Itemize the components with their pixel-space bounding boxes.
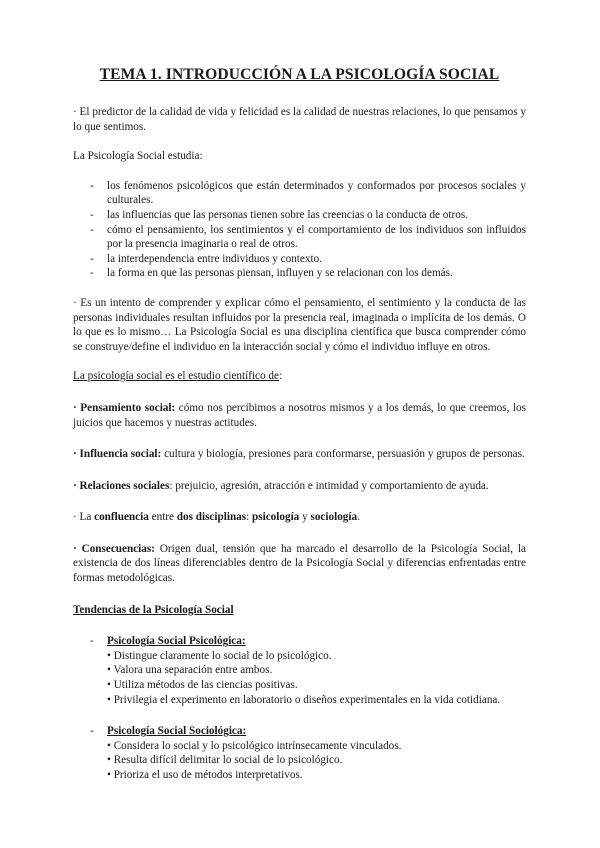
relaciones-sociales-label: · Relaciones sociales [73, 479, 170, 492]
pensamiento-social-text: cómo nos percibimos a nosotros mismos y a los demás, lo que creemos, los juicios que hacemos y nuestras actitudes. [73, 401, 526, 429]
consecuencias-paragraph [73, 542, 526, 586]
sociologica-heading [90, 724, 526, 739]
psicologica-heading-text: Psicología Social Psicológica: [107, 635, 246, 648]
confluencia-sep: : [246, 511, 253, 524]
list-item: - las influencias que las personas tienen sobre las creencias o la conducta de otros. [73, 208, 526, 223]
pensamiento-social-paragraph [73, 401, 526, 430]
page-title: TEMA 1. INTRODUCCIÓN A LA PSICOLOGÍA SOCIAL [99, 66, 500, 83]
confluencia-term: confluencia [94, 511, 149, 524]
relaciones-sociales-paragraph [73, 479, 526, 494]
list-item: • Considera lo social y lo psicológico intrínsecamente vinculados. [107, 739, 402, 752]
list-item: - la interdependencia entre individuos y contexto. [73, 252, 526, 267]
intro-paragraph: · El predictor de la calidad de vida y felicidad es la calidad de nuestras relaciones, lo que pensamos y lo que sentimos. [73, 106, 526, 133]
list-item: - cómo el pensamiento, los sentimientos y el comportamiento de los individuos son influidos por la presencia imaginaria o real de otros. [73, 223, 526, 252]
confluencia-paragraph [73, 510, 526, 525]
psicologia-term: psicología [252, 511, 300, 524]
consecuencias-label: · Consecuencias: [73, 542, 155, 555]
list-item: • Distingue claramente lo social de lo psicológico. [107, 649, 332, 662]
psicologica-section [90, 634, 526, 707]
scientific-heading [73, 369, 526, 384]
scientific-heading-text: La psicología social es el estudio científico de [73, 370, 279, 383]
pensamiento-social-label: · Pensamiento social: [73, 401, 176, 414]
confluencia-and: y [299, 511, 311, 524]
attempt-paragraph: · Es un intento de comprender y explicar cómo el pensamiento, el sentimiento y la conducta de las personas individuales resultan influidos por la presencia real, imaginada o implícita de los demás. O lo que es lo mismo… La Psicología Social es una disciplina científica que busca comprender cómo se construye/define el individuo en la interacción social y cómo el individuo influye en otros. [73, 296, 526, 353]
scientific-heading-colon: : [278, 370, 283, 383]
studies-heading: La Psicología Social estudia: [73, 150, 203, 163]
influencia-social-label: · Influencia social: [73, 448, 162, 461]
influencia-social-text: cultura y biología, presiones para conformarse, persuasión y grupos de personas. [161, 448, 525, 461]
disciplinas-term: dos disciplinas [176, 511, 247, 524]
tendencias-heading [73, 603, 526, 618]
list-item: - la forma en que las personas piensan, influyen y se relacionan con los demás. [73, 266, 526, 281]
list-item: • Resulta difícil delimitar lo social de lo psicológico. [107, 754, 343, 767]
list-item: - los fenómenos psicológicos que están determinados y conformados por procesos sociales y culturales. [73, 179, 526, 208]
sociologica-heading-text: Psicología Social Sociológica: [107, 725, 247, 738]
tendencias-heading-text: Tendencias de la Psicología Social [73, 603, 234, 616]
relaciones-sociales-text: : prejuicio, agresión, atracción e intimidad y comportamiento de ayuda. [169, 479, 489, 492]
sociologia-term: sociología [310, 511, 358, 524]
list-item: • Valora una separación entre ambos. [107, 664, 273, 677]
confluencia-pre: · La [73, 511, 95, 524]
confluencia-mid: entre [148, 511, 177, 524]
confluencia-end: . [357, 511, 360, 524]
influencia-social-paragraph [73, 447, 526, 462]
sociologica-section [90, 724, 526, 782]
list-item: • Privilegia el experimento en laboratorio o diseños experimentales en la vida cotidiana. [107, 693, 501, 706]
list-item: • Utiliza métodos de las ciencias positivas. [107, 679, 298, 692]
psicologica-heading [90, 634, 526, 649]
consecuencias-text: Origen dual, tensión que ha marcado el desarrollo de la Psicología Social, la existencia de dos líneas diferenciables dentro de la Psicología Social y diferencias enfrentadas entre formas metodológicas. [73, 542, 526, 585]
studies-list [73, 179, 526, 281]
list-item: • Prioriza el uso de métodos interpretativos. [107, 769, 303, 781]
